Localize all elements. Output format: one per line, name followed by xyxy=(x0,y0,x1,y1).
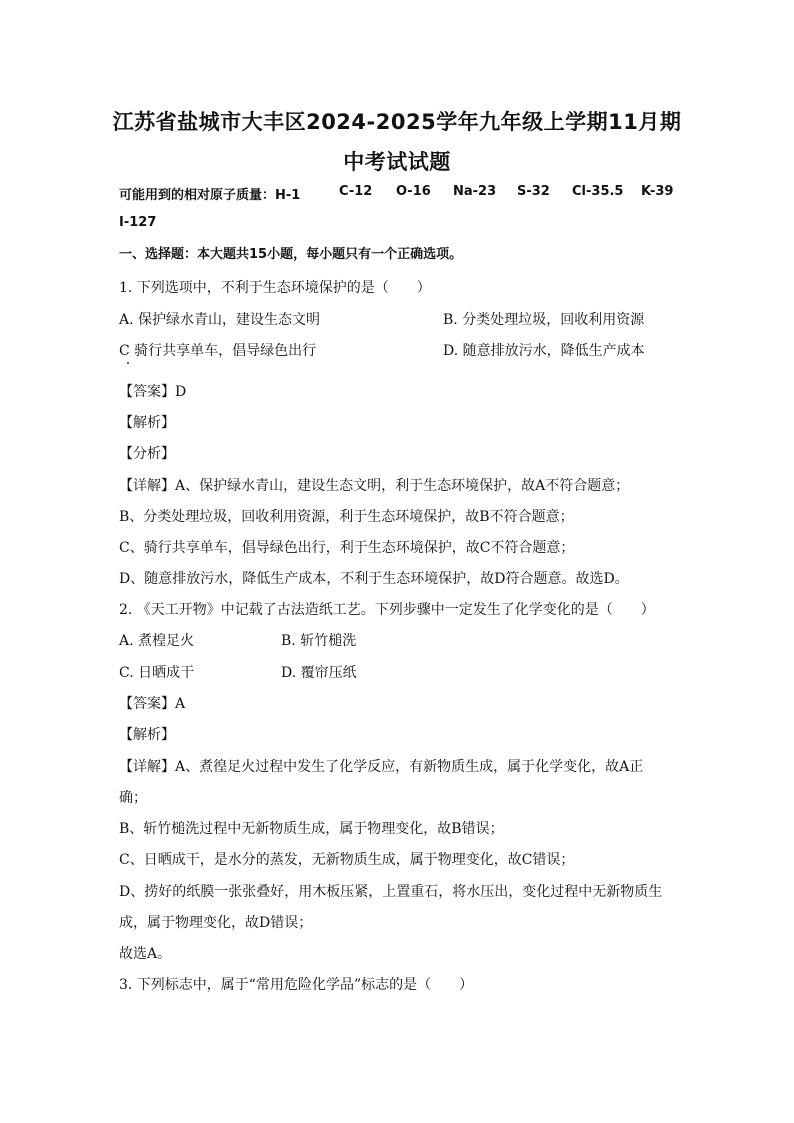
q2-option-d: D. 覆帘压纸 xyxy=(281,665,357,681)
q2-stem: 2. 《天工开物》中记载了古法造纸工艺。下列步骤中一定发生了化学变化的是（ ） xyxy=(119,602,655,618)
q1-analysis-heading: 【解析】 xyxy=(119,415,175,431)
q1-detail-a: 【详解】A、保护绿水青山，建设生态文明，利于生态环境保护，故A不符合题意； xyxy=(119,478,630,494)
section-heading: 一、选择题：本大题共15小题，每小题只有一个正确选项。 xyxy=(119,247,463,262)
q1-answer: 【答案】D xyxy=(119,384,187,400)
q1-option-d: D. 随意排放污水，降低生产成本 xyxy=(443,343,645,359)
q2-option-b: B. 斩竹槌洗 xyxy=(281,633,357,649)
mass-k: K-39 xyxy=(641,184,674,199)
q2-detail-d-line1: D、捞好的纸膜一张张叠好，用木板压紧，上置重石，将水压出，变化过程中无新物质生 xyxy=(119,884,663,900)
document-title-line2: 中考试试题 xyxy=(343,150,451,174)
stray-dot xyxy=(127,362,129,364)
q3-stem: 3. 下列标志中，属于“常用危险化学品”标志的是（ ） xyxy=(119,977,474,993)
q1-stem: 1. 下列选项中，不利于生态环境保护的是（ ） xyxy=(119,280,431,296)
q2-detail-c: C、日晒成干，是水分的蒸发，无新物质生成，属于物理变化，故C错误； xyxy=(119,852,575,868)
q2-analysis-heading: 【解析】 xyxy=(119,727,175,743)
mass-cl: Cl-35.5 xyxy=(572,184,624,199)
relative-atomic-masses xyxy=(119,184,675,206)
q2-answer: 【答案】A xyxy=(119,696,186,712)
q1-detail-b: B、分类处理垃圾，回收利用资源，利于生态环境保护，故B不符合题意； xyxy=(119,509,574,525)
q2-detail-b: B、斩竹槌洗过程中无新物质生成，属于物理变化，故B错误； xyxy=(119,821,504,837)
mass-i: I-127 xyxy=(119,215,157,230)
q1-detail-c: C、骑行共享单车，倡导绿色出行，利于生态环境保护，故C不符合题意； xyxy=(119,540,575,556)
mass-o: O-16 xyxy=(396,184,431,199)
q1-option-c: C 骑行共享单车，倡导绿色出行 xyxy=(119,343,317,359)
document-title-line1: 江苏省盐城市大丰区2024-2025学年九年级上学期11月期 xyxy=(112,110,682,134)
mass-s: S-32 xyxy=(517,184,550,199)
q2-option-c: C. 日晒成干 xyxy=(119,665,195,681)
mass-c: C-12 xyxy=(339,184,373,199)
q2-detail-a-line1: 【详解】A、煮徨足火过程中发生了化学反应，有新物质生成，属于化学变化，故A正 xyxy=(119,759,644,775)
q2-conclusion: 故选A。 xyxy=(119,946,172,962)
q2-detail-d-line2: 成，属于物理变化，故D错误； xyxy=(119,915,313,931)
q1-detail-d: D、随意排放污水，降低生产成本，不利于生态环境保护，故D符合题意。故选D。 xyxy=(119,571,629,587)
q2-detail-a-line2: 确； xyxy=(119,790,147,806)
masses-label: 可能用到的相对原子质量：H-1 xyxy=(119,188,301,203)
mass-na: Na-23 xyxy=(453,184,497,199)
q1-option-b: B. 分类处理垃圾，回收利用资源 xyxy=(443,312,645,328)
q1-option-a: A. 保护绿水青山，建设生态文明 xyxy=(119,312,321,328)
q2-option-a: A. 煮楻足火 xyxy=(119,633,195,649)
q1-fenxi-heading: 【分析】 xyxy=(119,446,175,462)
